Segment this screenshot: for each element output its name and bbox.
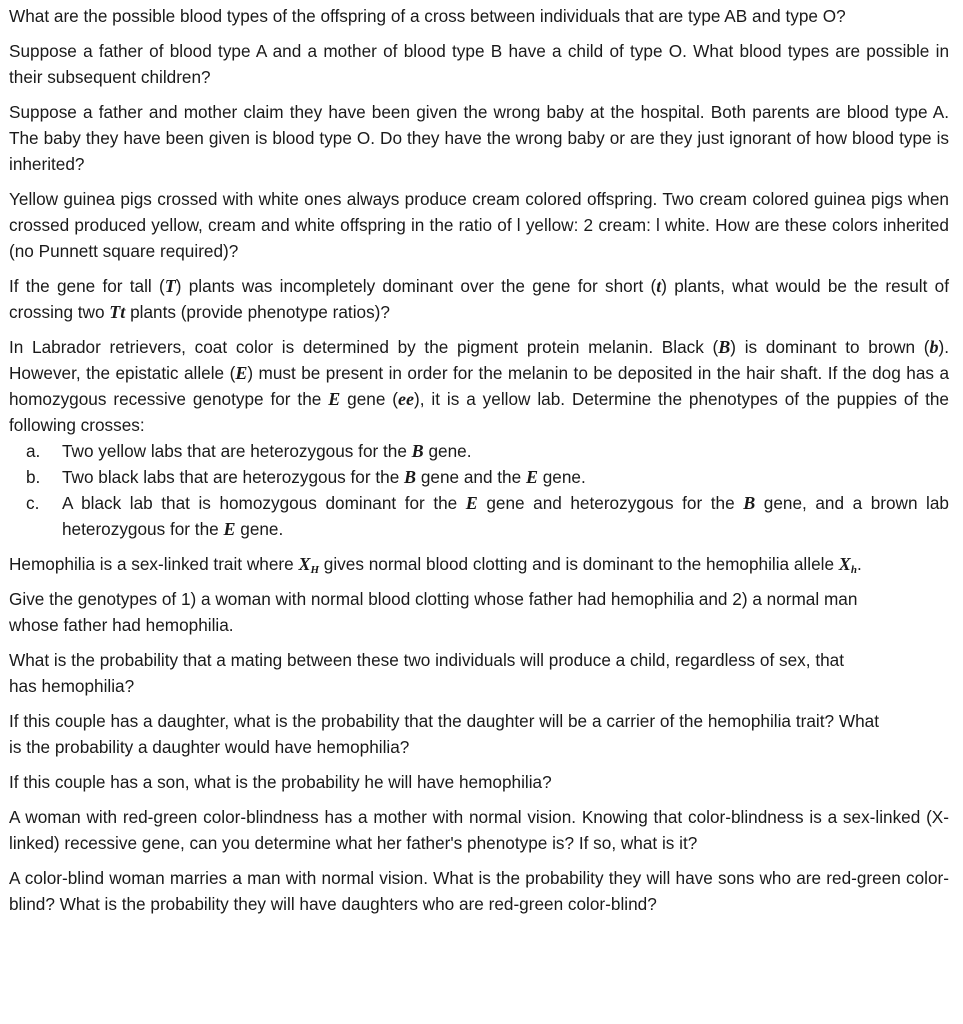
question-hemophilia-daughter: If this couple has a daughter, what is the probability that the daughter will be a carrier of the hemophilia trait? What is the probability a daughter would have hemophilia? bbox=[9, 711, 879, 757]
question-hemophilia-genotypes: Give the genotypes of 1) a woman with normal blood clotting whose father had hemophilia and 2) a normal man whose father had hemophilia. bbox=[9, 589, 858, 635]
hemophilia-intro: Hemophilia is a sex-linked trait where $X_H$ gives normal blood clotting and is dominant to the hemophilia allele $X_h$. bbox=[9, 554, 862, 576]
labrador-intro: In Labrador retrievers, coat color is determined by the pigment protein melanin. Black (B) is dominant to brown (b). However, the epistatic allele (E) must be present in order for the melanin to be deposited in the hair shaft. If the dog has a homozygous recessive genotype for the E gene (ee), it is a yellow lab. Determine the phenotypes of the puppies of the following crosses: bbox=[9, 337, 950, 435]
question-wrong-baby: Suppose a father and mother claim they have been given the wrong baby at the hospital. Both parents are blood type A. The baby they have been given is blood type O. Do they have the wrong baby or are they just ignorant of how blood type is inherited? bbox=[9, 102, 949, 174]
question-tall-plants: If the gene for tall (T) plants was incompletely dominant over the gene for short (t) plants, what would be the result of crossing two Tt plants (provide phenotype ratios)? bbox=[9, 276, 949, 322]
labrador-crosses-list bbox=[9, 438, 949, 542]
question-guinea-pigs: Yellow guinea pigs crossed with white ones always produce cream colored offspring. Two cream colored guinea pigs when crossed produced yellow, cream and white offspring in the ratio of l yellow: 2 cream: l white. How are these colors inherited (no Punnett square required)? bbox=[9, 189, 949, 261]
question-hemophilia-son: If this couple has a son, what is the probability he will have hemophilia? bbox=[9, 772, 552, 792]
question-abo-ab-o: What are the possible blood types of the offspring of a cross between individuals that are type AB and type O? bbox=[9, 6, 846, 26]
question-hemophilia-child-probability: What is the probability that a mating between these two individuals will produce a child, regardless of sex, that has hemophilia? bbox=[9, 650, 844, 696]
labrador-cross-b: b. Two black labs that are heterozygous for the B gene and the E gene. bbox=[26, 467, 586, 487]
question-color-blind-father: A woman with red-green color-blindness has a mother with normal vision. Knowing that color-blindness is a sex-linked (X-linked) recessive gene, can you determine what her father's phenotype is? If so, what is it? bbox=[9, 807, 949, 853]
question-color-blind-couple: A color-blind woman marries a man with normal vision. What is the probability they will have sons who are red-green color-blind? What is the probability they will have daughters who are red-green color-blind? bbox=[9, 868, 949, 914]
labrador-cross-c: c. A black lab that is homozygous dominant for the E gene and heterozygous for the B gene, and a brown lab heterozygous for the E gene. bbox=[26, 493, 949, 539]
question-labrador bbox=[9, 334, 949, 542]
question-abo-subsequent-children: Suppose a father of blood type A and a mother of blood type B have a child of type O. What blood types are possible in their subsequent children? bbox=[9, 41, 949, 87]
labrador-cross-a: a. Two yellow labs that are heterozygous for the B gene. bbox=[26, 441, 472, 461]
